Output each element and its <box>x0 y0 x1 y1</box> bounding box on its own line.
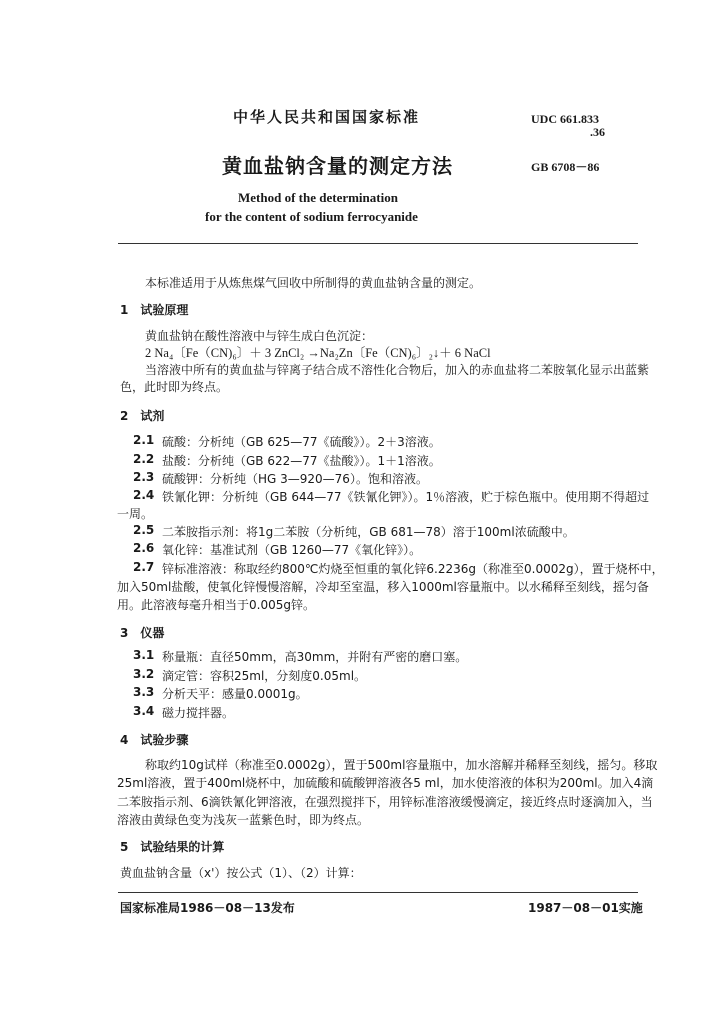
list-item: 一周。 <box>117 507 154 521</box>
list-item: 氧化锌：基准试剂（GB 1260—77《氧化锌》）。 <box>162 543 422 557</box>
item-number: 2.5 <box>133 523 155 537</box>
intro-paragraph: 本标准适用于从炼焦煤气回收中所制得的黄血盐钠含量的测定。 <box>145 276 482 290</box>
procedure-line: 称取约10g试样（称准至0.0002g），置于500ml容量瓶中，加水溶解并稀释至刻线，摇匀。移取 <box>145 758 658 772</box>
gb-number: GB 6708－86 <box>531 160 600 174</box>
section-1-paragraph: 黄血盐钠在酸性溶液中与锌生成白色沉淀： <box>145 329 374 343</box>
footer-rule <box>118 892 638 893</box>
item-number: 3.2 <box>133 667 155 681</box>
item-number: 2.6 <box>133 541 155 555</box>
calculation-intro: 黄血盐钠含量（x'）按公式（1）、（2）计算： <box>120 866 362 880</box>
list-item: 用。此溶液每毫升相当于0.005g锌。 <box>117 598 315 612</box>
reaction-equation: 2 Na₄〔Fe（CN)₆〕＋ 3 ZnCl₂ →Na₂Zn〔Fe（CN)₆〕₂↓＋ 6 NaCl <box>145 346 491 360</box>
section-1-paragraph: 当溶液中所有的黄血盐与锌离子结合成不溶性化合物后，加入的赤血盐将二苯胺氧化显示出蓝紫 <box>145 363 650 377</box>
list-item: 加入50ml盐酸，使氧化锌慢慢溶解，冷却至室温，移入1000ml容量瓶中。以水稀释至刻线，摇匀备 <box>117 580 649 594</box>
procedure-line: 二苯胺指示剂、6滴铁氰化钾溶液，在强烈搅拌下，用锌标准溶液缓慢滴定，接近终点时逐滴加入，当 <box>117 795 653 809</box>
item-number: 2.1 <box>133 433 155 447</box>
header-rule <box>118 243 638 244</box>
procedure-line: 25ml溶液，置于400ml烧杯中，加硫酸和硫酸钾溶液各5 ml，加水使溶液的体积为200ml。加入4滴 <box>117 776 654 790</box>
section-2-heading: 2 试剂 <box>120 409 165 423</box>
item-number: 3.3 <box>133 685 155 699</box>
list-item: 滴定管：容积25ml，分刻度0.05ml。 <box>162 669 367 683</box>
list-item: 盐酸：分析纯（GB 622—77《盐酸》）。1＋1溶液。 <box>162 454 441 468</box>
item-number: 2.7 <box>133 560 155 574</box>
udc-code-suffix: .36 <box>590 125 605 139</box>
section-1-paragraph: 色，此时即为终点。 <box>120 380 229 394</box>
implementation-date: 1987－08－01实施 <box>528 901 643 915</box>
english-title-line2: for the content of sodium ferrocyanide <box>205 209 418 224</box>
national-standard-heading: 中华人民共和国国家标准 <box>233 108 421 126</box>
list-item: 磁力搅拌器。 <box>162 706 235 720</box>
item-number: 3.4 <box>133 704 155 718</box>
document-title: 黄血盐钠含量的测定方法 <box>222 154 453 178</box>
section-1-heading: 1 试验原理 <box>120 303 189 317</box>
english-title-line1: Method of the determination <box>238 190 398 205</box>
list-item: 分析天平：感量0.0001g。 <box>162 687 308 701</box>
list-item: 硫酸钾：分析纯（HG 3—920—76）。饱和溶液。 <box>162 472 428 486</box>
section-5-heading: 5 试验结果的计算 <box>120 840 225 854</box>
item-number: 2.3 <box>133 470 155 484</box>
udc-code: UDC 661.833 <box>531 112 599 126</box>
list-item: 称量瓶：直径50mm，高30mm，并附有严密的磨口塞。 <box>162 650 468 664</box>
list-item: 铁氰化钾：分析纯（GB 644—77《铁氰化钾》）。1％溶液，贮于棕色瓶中。使用期不得超过 <box>162 490 650 504</box>
item-number: 2.4 <box>133 488 155 502</box>
list-item: 二苯胺指示剂：将1g二苯胺（分析纯，GB 681—78）溶于100ml浓硫酸中。 <box>162 525 575 539</box>
item-number: 3.1 <box>133 648 155 662</box>
issue-date: 国家标准局1986－08－13发布 <box>120 901 295 915</box>
item-number: 2.2 <box>133 452 155 466</box>
section-3-heading: 3 仪器 <box>120 626 165 640</box>
list-item: 硫酸：分析纯（GB 625—77《硫酸》）。2＋3溶液。 <box>162 435 441 449</box>
section-4-heading: 4 试验步骤 <box>120 733 189 747</box>
procedure-line: 溶液由黄绿色变为浅灰一蓝紫色时，即为终点。 <box>117 813 370 827</box>
list-item: 锌标准溶液：称取经约800℃灼烧至恒重的氧化锌6.2236g（称准至0.0002g），置于烧杯中， <box>162 562 664 576</box>
